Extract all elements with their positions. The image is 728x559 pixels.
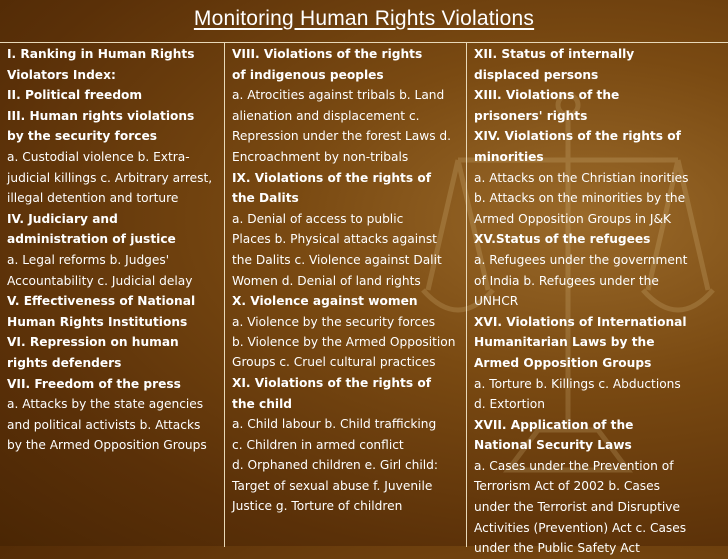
section-text: a. Violence by the security forces — [232, 314, 436, 329]
section-heading: I. Ranking in Human Rights — [7, 47, 195, 61]
section-text: d. Extortion — [474, 397, 545, 412]
section-heading: prisoners' rights — [474, 108, 588, 123]
section-heading: X. Violence against women — [232, 294, 418, 309]
section-text: illegal detention and torture — [7, 191, 179, 206]
section-text: a. Attacks on the Christian inorities — [474, 170, 689, 185]
section-heading: IV. Judiciary and — [7, 211, 118, 226]
section-heading: Violators Index: — [7, 67, 116, 82]
section-heading: XII. Status of internally — [474, 47, 635, 61]
section-heading: of indigenous peoples — [232, 67, 384, 82]
section-text: a. Cases under the Prevention of — [474, 458, 674, 473]
column-divider — [224, 43, 225, 547]
section-heading: XVII. Application of the — [474, 417, 634, 432]
column-divider — [466, 43, 467, 547]
section-text: a. Torture b. Killings c. Abductions — [474, 376, 681, 391]
section-heading: by the security forces — [7, 129, 157, 144]
column-left — [0, 43, 222, 547]
page-title: Monitoring Human Rights Violations — [193, 7, 535, 30]
section-text: Repression under the forest Laws d. — [232, 129, 452, 144]
section-text: c. Children in armed conflict — [232, 437, 404, 452]
section-text: of India b. Refugees under the — [474, 273, 659, 288]
section-text: Armed Opposition Groups in J&K — [474, 211, 671, 226]
section-heading: XVI. Violations of International — [474, 314, 687, 329]
section-heading: XIII. Violations of the — [474, 88, 620, 103]
section-text: b. Violence by the Armed Opposition — [232, 335, 456, 350]
section-text: Target of sexual abuse f. Juvenile — [232, 478, 433, 493]
section-text: Accountability c. Judicial delay — [7, 273, 193, 288]
section-heading: Armed Opposition Groups — [474, 355, 652, 370]
section-heading: IX. Violations of the rights of — [232, 170, 432, 185]
section-text: under the Terrorist and Disruptive — [474, 500, 680, 515]
section-text: Terrorism Act of 2002 b. Cases — [474, 479, 661, 494]
section-text: Justice g. Torture of children — [232, 499, 403, 514]
section-text: a. Child labour b. Child trafficking — [232, 417, 437, 432]
section-text: a. Custodial violence b. Extra- — [7, 149, 190, 164]
violations-table — [0, 42, 728, 556]
section-text: b. Attacks on the minorities by the — [474, 191, 686, 206]
section-heading: the child — [232, 396, 292, 411]
section-text: a. Atrocities against tribals b. Land — [232, 88, 445, 103]
section-text: a. Legal reforms b. Judges' — [7, 252, 170, 267]
section-text: the Dalits c. Violence against Dalit — [232, 252, 442, 267]
section-heading: III. Human rights violations — [7, 108, 195, 123]
section-text: Activities (Prevention) Act c. Cases — [474, 520, 687, 535]
section-text: and political activists b. Attacks — [7, 417, 201, 432]
section-heading: VI. Repression on human — [7, 335, 179, 350]
section-text: by the Armed Opposition Groups — [7, 438, 207, 453]
section-heading: administration of justice — [7, 232, 176, 247]
section-text: a. Denial of access to public — [232, 211, 404, 226]
section-heading: Humanitarian Laws by the — [474, 335, 655, 350]
section-text: under the Public Safety Act — [474, 541, 640, 556]
section-text: Women d. Denial of land rights — [232, 273, 421, 288]
section-text: judicial killings c. Arbitrary arrest, — [7, 170, 213, 185]
section-heading: VII. Freedom of the press — [7, 376, 181, 391]
section-heading: VIII. Violations of the rights — [232, 47, 423, 61]
section-text: a. Refugees under the government — [474, 252, 688, 267]
column-right — [468, 43, 728, 556]
section-text: Groups c. Cruel cultural practices — [232, 355, 436, 370]
section-heading: displaced persons — [474, 67, 599, 82]
section-heading: V. Effectiveness of National — [7, 294, 196, 309]
section-text: a. Attacks by the state agencies — [7, 397, 204, 412]
section-heading: the Dalits — [232, 191, 299, 206]
section-heading: XI. Violations of the rights of — [232, 375, 432, 390]
section-heading: National Security Laws — [474, 438, 632, 453]
section-heading: XV.Status of the refugees — [474, 232, 651, 247]
section-heading: XIV. Violations of the rights of — [474, 129, 681, 144]
section-heading: Human Rights Institutions — [7, 314, 188, 329]
section-text: alienation and displacement c. — [232, 108, 420, 123]
section-text: Encroachment by non-tribals — [232, 149, 409, 164]
section-heading: rights defenders — [7, 355, 122, 370]
section-heading: II. Political freedom — [7, 88, 143, 103]
section-heading: minorities — [474, 149, 544, 164]
column-middle — [226, 43, 467, 547]
section-text: d. Orphaned children e. Girl child: — [232, 458, 439, 473]
section-text: Places b. Physical attacks against — [232, 232, 437, 247]
section-text: UNHCR — [474, 294, 519, 309]
